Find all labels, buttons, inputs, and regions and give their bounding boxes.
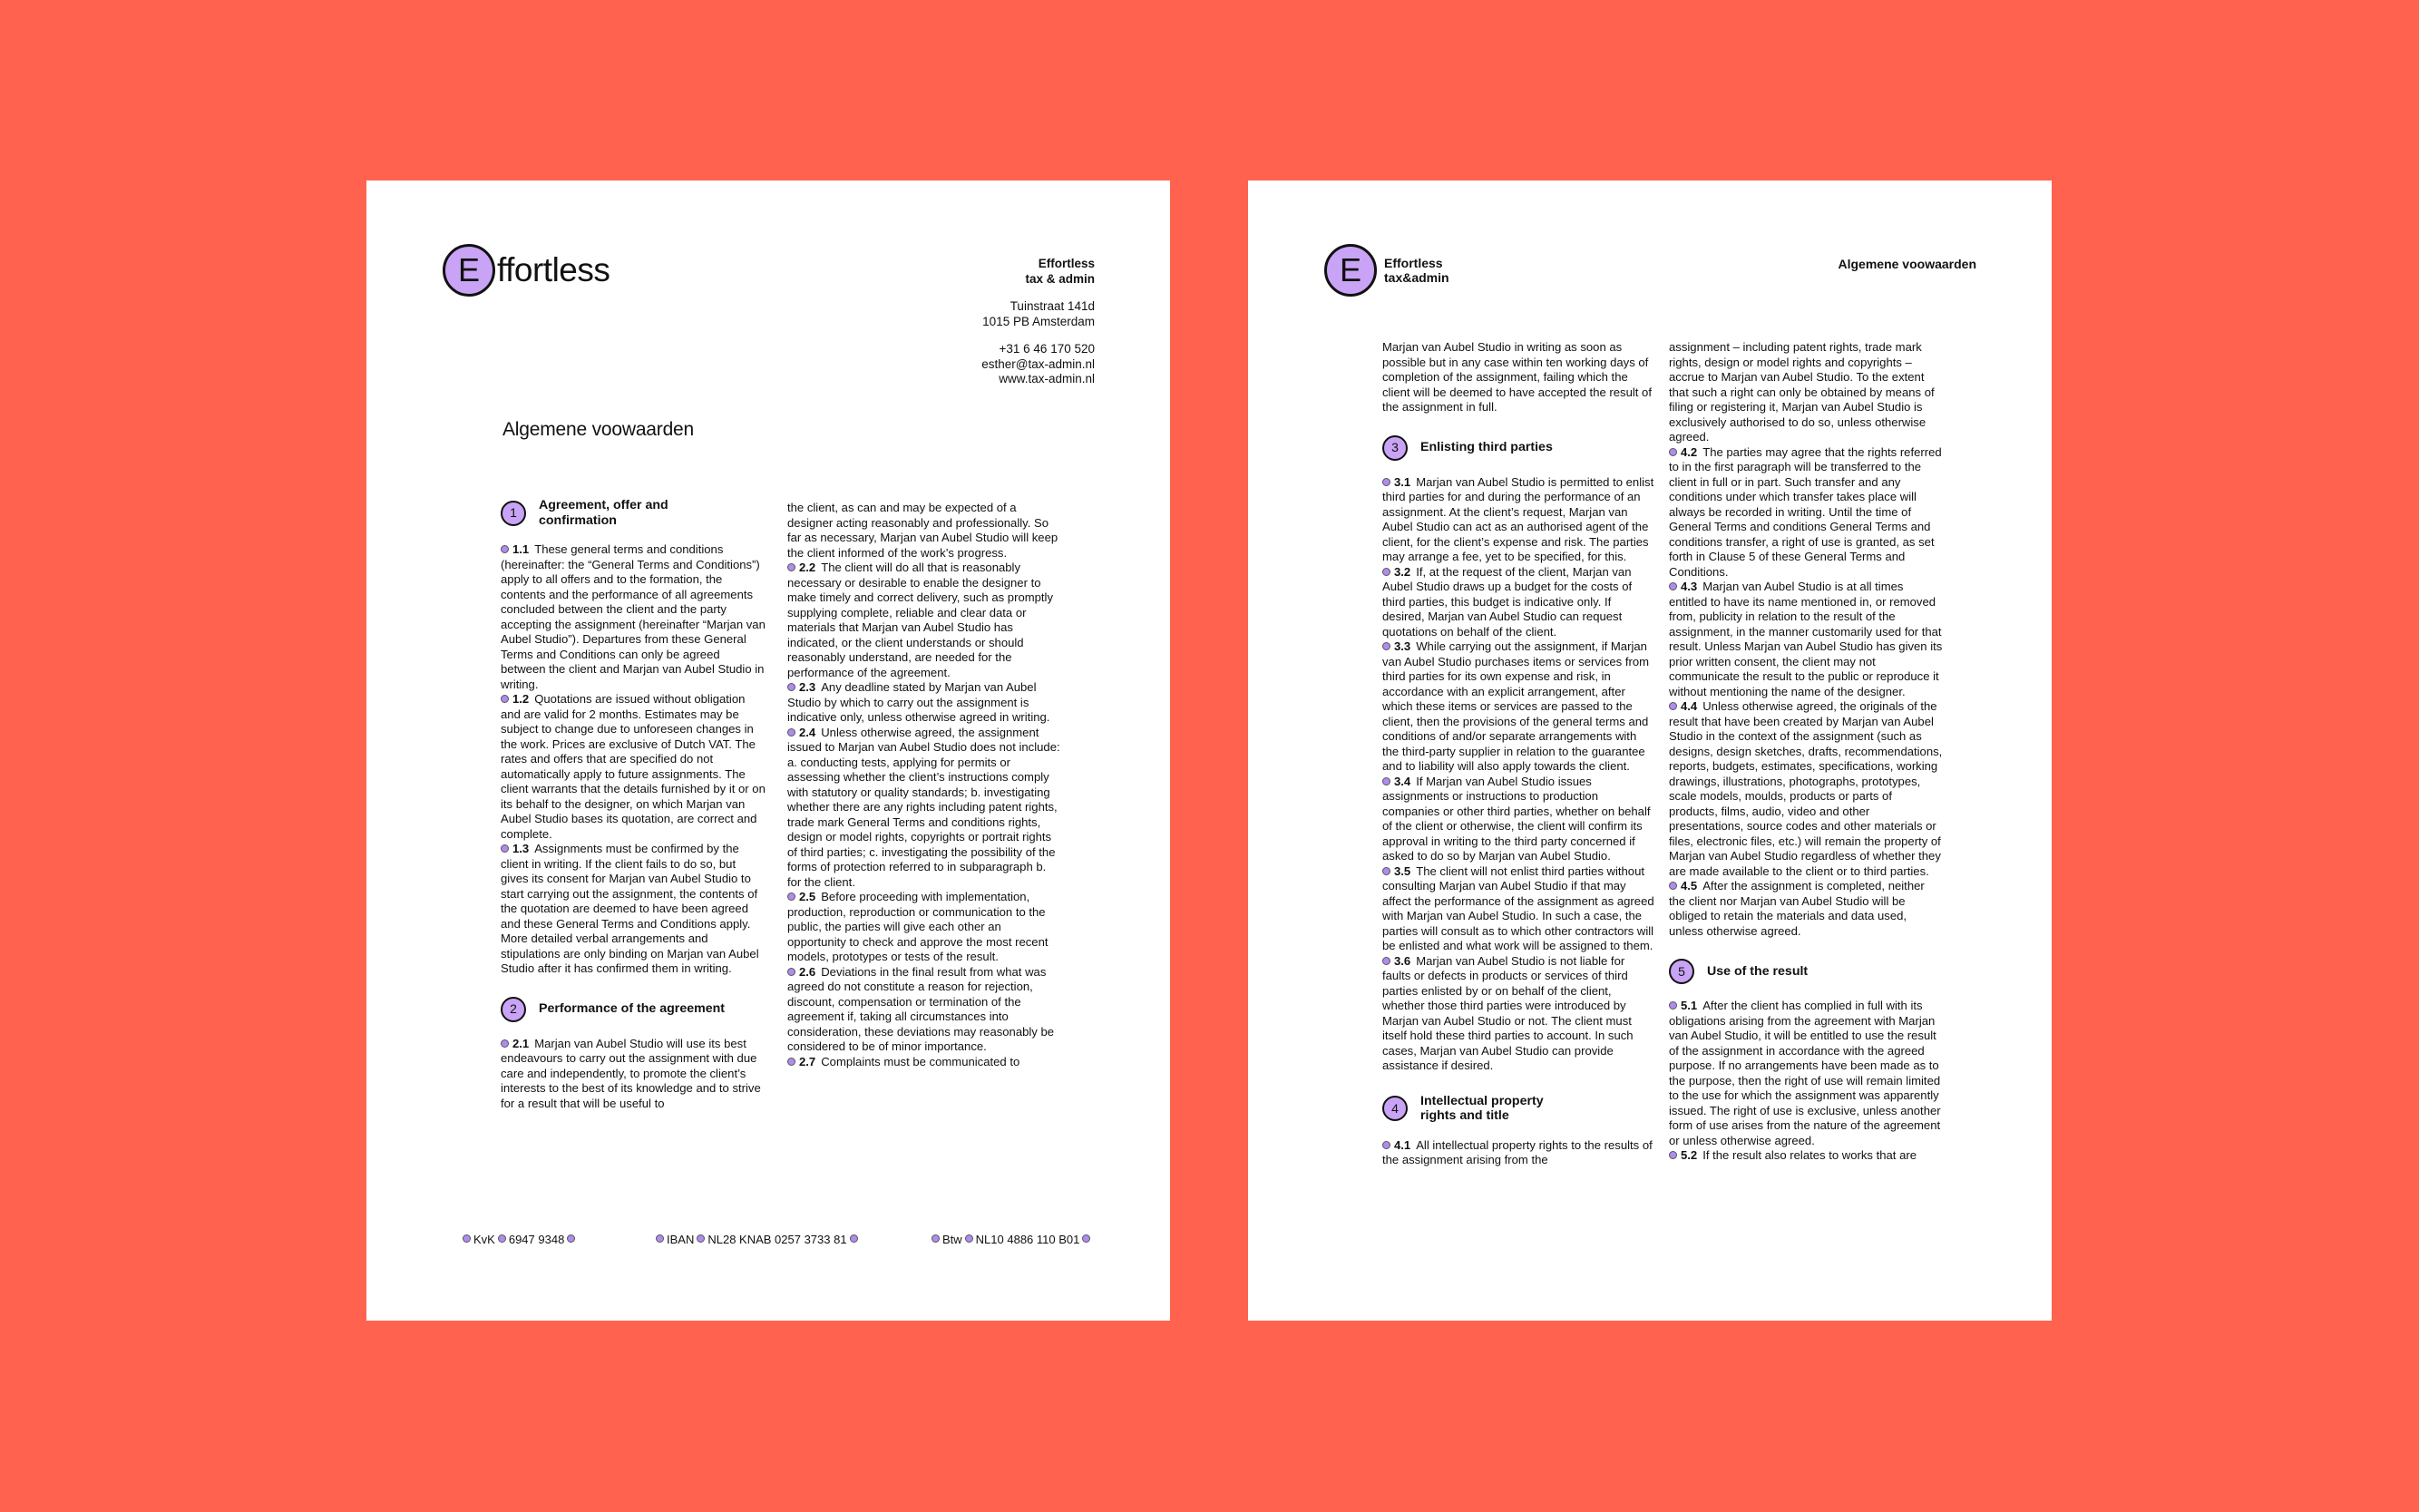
clause-2-1: 2.1 Marjan van Aubel Studio will use its best endeavours to carry out the assignment with due care and independently, to promote the client’s interests to the best of its knowledge and to strive for a result that will be useful to [501, 1036, 761, 1110]
clause-5-2: 5.2 If the result also relates to works that are [1669, 1148, 1943, 1164]
document-page-2 [1248, 180, 2052, 1321]
bullet-dot-icon [787, 1058, 795, 1066]
section-title: Use of the result [1707, 963, 1809, 979]
clause-4-1: 4.1 All intellectual property rights to the results of the assignment arising from the [1382, 1137, 1653, 1166]
footer-btw: Btw NL10 4886 110 B01 [929, 1233, 1093, 1246]
section-number-badge: 5 [1669, 959, 1694, 984]
section-heading-2 [501, 997, 766, 1022]
clause-2-1-continued: the client, as can and may be expected of a designer acting reasonably and professionally. So far as necessary, Marjan van Aubel Studio will keep the client informed of the work’s progress. [787, 501, 1058, 560]
bullet-dot-icon [463, 1234, 471, 1243]
text-column-right [1669, 340, 1943, 1164]
brand-logo [1324, 244, 1449, 297]
bullet-dot-icon [1669, 448, 1677, 456]
section-heading-4 [1382, 1094, 1654, 1124]
text-column-left [501, 498, 766, 1111]
clause-3-5: 3.5 The client will not enlist third parties without consulting Marjan van Aubel Studio if that may affect the performance of the assignment as agreed with Marjan van Aubel Studio. In such a case, the parties will consult as to which other contractors will be enlisted and what work will be assigned to them. [1382, 863, 1654, 952]
logo-wordmark: ffortless [497, 251, 610, 288]
bullet-dot-icon [501, 844, 509, 853]
bullet-dot-icon [1382, 568, 1390, 576]
clause-2-3: 2.3 Any deadline stated by Marjan van Aubel Studio by which to carry out the assignment is indicative only, unless otherwise agreed in writing. [787, 680, 1050, 724]
logo-mark: E [443, 244, 495, 297]
bullet-dot-icon [697, 1234, 705, 1243]
section-number-badge: 1 [501, 501, 526, 526]
bullet-dot-icon [787, 728, 795, 736]
clause-3-6: 3.6 Marjan van Aubel Studio is not liable for faults or defects in products or services of third parties enlisted by or on behalf of the client, whether those third parties were introduced by Marjan van Aubel Studio or not. The client must itself hold these third parties to account. In such cases, Marjan van Aubel Studio can provide assistance if desired. [1382, 953, 1634, 1072]
section-heading-5 [1669, 959, 1943, 984]
clause-3-3: 3.3 While carrying out the assignment, if Marjan van Aubel Studio purchases items or services from third parties for its own expense and risk, in accordance with an explicit arrangement, after which these items or services are passed to the client, then the provisions of the general terms and conditions of and/or separate arrangements with the third-party supplier in relation to the guarantee and to liability will also apply towards the client. [1382, 639, 1650, 773]
section-number-badge: 4 [1382, 1096, 1408, 1121]
bullet-dot-icon [501, 545, 509, 553]
bullet-dot-icon [501, 1039, 509, 1048]
bullet-dot-icon [1669, 702, 1677, 710]
clause-2-6: 2.6 Deviations in the final result from what was agreed do not constitute a reason for rejection, discount, compensation or termination of the agreement if, taking all circumstances into consideration, these deviations may reasonably be considered to be of minor importance. [787, 964, 1055, 1053]
bullet-dot-icon [787, 893, 795, 901]
clause-4-2: 4.2 The parties may agree that the rights referred to in the first paragraph will be transferred to the client in full or in part. Such transfer and any conditions under which transfer takes place will always be recorded in writing. Until the time of General Terms and conditions General Terms and conditions transfer, a right of use is granted, as set forth in Clause 5 of these General Terms and Conditions. [1669, 444, 1942, 579]
footer-iban: IBAN NL28 KNAB 0257 3733 81 [653, 1233, 861, 1246]
bullet-dot-icon [1382, 957, 1390, 965]
clause-3-1: 3.1 Marjan van Aubel Studio is permitted to enlist third parties for and during the performance of an assignment. At the client’s request, Marjan van Aubel Studio can act as an authorised agent of the client, for the client’s expense and risk. The parties may arrange a fee, yet to be specified, for this. [1382, 474, 1654, 563]
text-column-left [1382, 340, 1654, 1168]
website-url: www.tax-admin.nl [999, 372, 1095, 385]
bullet-dot-icon [498, 1234, 506, 1243]
company-tagline: tax & admin [1025, 271, 1095, 286]
bullet-dot-icon [932, 1234, 940, 1243]
footer-kvk: KvK 6947 9348 [460, 1233, 578, 1246]
section-number-badge: 3 [1382, 435, 1408, 461]
clause-1-3: 1.3 Assignments must be confirmed by the client in writing. If the client fails to do so, but gives its consent for Marjan van Aubel Studio to start carrying out the assignment, the contents of the quotation are deemed to have been agreed and these General Terms and Conditions apply. More detailed verbal arrangements and stipulations are only binding on Marjan van Aubel Studio after it has confirmed them in writing. [501, 842, 759, 975]
clause-1-2: 1.2 Quotations are issued without obligation and are valid for 2 months. Estimates may be subject to change due to unforeseen changes in the work. Prices are exclusive of Dutch VAT. The rates and offers that are specified do not automatically apply to future assignments. The client warrants that the details furnished by it or on its behalf to the designer, on which Marjan van Aubel Studio bases its quotation, are correct and complete. [501, 692, 766, 841]
section-title: Enlisting third parties [1420, 440, 1553, 455]
clause-4-4: 4.4 Unless otherwise agreed, the originals of the result that have been created by Marjan van Aubel Studio in the context of the assignment (such as designs, design sketches, drafts, recommendations, reports, budgets, estimates, specifications, working drawings, illustrations, photographs, prototypes, scale models, moulds, products or parts of products, films, audio, video and other presentations, source codes and other materials or files, electronic files, etc.) will remain the property of Marjan van Aubel Studio regardless of whether they are made available to the client or to third parties. [1669, 699, 1943, 878]
clause-1-1: 1.1 These general terms and conditions (hereinafter: the “General Terms and Conditions”) apply to all offers and to the formation, the contents and the performance of all agreements concluded between the client and the party accepting the assignment (hereinafter “Marjan van Aubel Studio”). Departures from these General Terms and Conditions can only be agreed between the client and Marjan van Aubel Studio in writing. [501, 542, 766, 691]
company-tagline: tax&admin [1384, 270, 1449, 285]
bullet-dot-icon [1382, 478, 1390, 486]
email-address: esther@tax-admin.nl [981, 356, 1095, 371]
bullet-dot-icon [567, 1234, 575, 1243]
clause-4-5: 4.5 After the assignment is completed, neither the client nor Marjan van Aubel Studio will be obliged to retain the materials and data used, unless otherwise agreed. [1669, 879, 1925, 938]
section-heading-3 [1382, 435, 1654, 461]
street-address: Tuinstraat 141d [1010, 299, 1095, 313]
brand-logo [443, 244, 610, 297]
clause-5-1: 5.1 After the client has complied in full with its obligations arising from the agreement with Marjan van Aubel Studio, it will be entitled to use the result of the assignment in accordance with the agreed purpose. If no arrangements have been made as to the purpose, then the right of use will remain limited to the use for which the assignment was apparently issued. The right of use is exclusive, unless another form of use arises from the nature of the agreement or unless otherwise agreed. [1669, 999, 1941, 1147]
section-number-badge: 2 [501, 997, 526, 1022]
bullet-dot-icon [501, 695, 509, 703]
company-name: Effortless [1384, 256, 1443, 270]
document-page-1 [366, 180, 1170, 1321]
section-title: Performance of the agreement [539, 1001, 725, 1017]
bullet-dot-icon [656, 1234, 664, 1243]
section-heading-1 [501, 498, 766, 528]
clause-4-3: 4.3 Marjan van Aubel Studio is at all times entitled to have its name mentioned in, or removed from, publicity in relation to the result of the assignment, in the manner customarily used for that result. Unless Marjan van Aubel Studio has given its prior written consent, the client may not communicate the result to the public or reproduce it without mentioning the name of the designer. [1669, 580, 1943, 698]
clause-3-2: 3.2 If, at the request of the client, Marjan van Aubel Studio draws up a budget for the costs of third parties, this budget is indicative only. If desired, Marjan van Aubel Studio can request quotations on behalf of the client. [1382, 564, 1633, 639]
bullet-dot-icon [1382, 642, 1390, 650]
bullet-dot-icon [965, 1234, 973, 1243]
bullet-dot-icon [1382, 867, 1390, 875]
bullet-dot-icon [787, 563, 795, 571]
bullet-dot-icon [1669, 882, 1677, 890]
bullet-dot-icon [787, 683, 795, 691]
clause-4-1-continued: assignment – including patent rights, trade mark rights, design or model rights and copyrights – accrue to Marjan van Aubel Studio. To the extent that such a right can only be obtained by means of filing or registering it, Marjan van Aubel Studio is exclusively authorised to do so, unless otherwise agreed. [1669, 340, 1935, 444]
header-title: Algemene voowaarden [1838, 257, 1976, 271]
section-title: Intellectual property rights and title [1420, 1093, 1544, 1123]
bullet-dot-icon [1082, 1234, 1090, 1243]
city-address: 1015 PB Amsterdam [982, 314, 1095, 328]
clause-2-5: 2.5 Before proceeding with implementation, production, reproduction or communication to the public, the parties will give each other an opportunity to check and approve the most recent models, prototypes or tests of the result. [787, 890, 1049, 963]
bullet-dot-icon [1669, 1001, 1677, 1010]
section-title: Agreement, offer and confirmation [539, 498, 668, 528]
bullet-dot-icon [1669, 582, 1677, 590]
clause-2-7-continued: Marjan van Aubel Studio in writing as soon as possible but in any case within ten working days of completion of the assignment, failing which the client will be deemed to have accepted the result of the assignment in full. [1382, 340, 1652, 414]
company-name: Effortless [1038, 257, 1095, 270]
bullet-dot-icon [850, 1234, 858, 1243]
logo-mark: E [1324, 244, 1377, 297]
bullet-dot-icon [1382, 777, 1390, 785]
bullet-dot-icon [787, 968, 795, 976]
phone-number: +31 6 46 170 520 [999, 342, 1095, 356]
clause-2-2: 2.2 The client will do all that is reasonably necessary or desirable to enable the designer to make timely and correct delivery, such as promptly supplying complete, reliable and clear data or materials that Marjan van Aubel Studio has indicated, or the client understands or should reasonably understand, are needed for the performance of the agreement. [787, 561, 1054, 679]
bullet-dot-icon [1382, 1141, 1390, 1149]
bullet-dot-icon [1669, 1151, 1677, 1159]
clause-2-4: 2.4 Unless otherwise agreed, the assignment issued to Marjan van Aubel Studio does not include: a. conducting tests, applying for permits or assessing whether the client’s instructions comply with statutory or quality standards; b. investigating whether there are any rights including patent rights, trade mark General Terms and conditions rights, design or model rights, copyrights or portrait rights of third parties; c. investigating the possibility of the forms of protection referred to in subparagraph b. for the client. [787, 725, 1060, 889]
company-address [981, 257, 1095, 387]
page-title: Algemene voowaarden [502, 419, 695, 440]
clause-2-7: 2.7 Complaints must be communicated to [787, 1055, 1061, 1070]
text-column-right [787, 501, 1061, 1069]
clause-3-4: 3.4 If Marjan van Aubel Studio issues assignments or instructions to production companies or other third parties, whether on behalf of the client or otherwise, the client will confirm its approval in writing to the third party concerned if asked to do so by Marjan van Aubel Studio. [1382, 774, 1651, 863]
